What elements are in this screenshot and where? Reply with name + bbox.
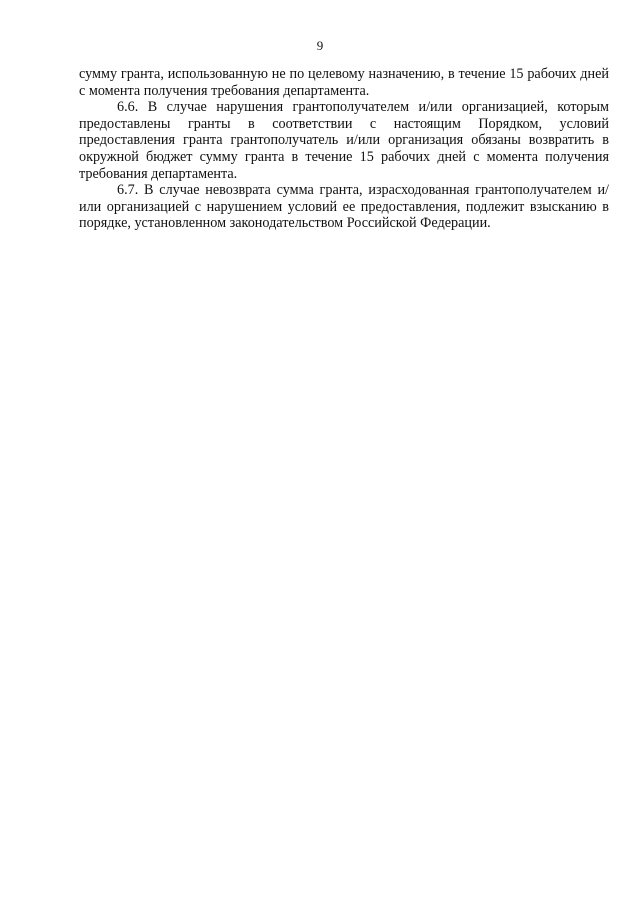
document-body xyxy=(79,66,609,232)
paragraph-6-6: 6.6. В случае нарушения грантополучателем и/или организацией, которым предоставлены гранты в соответствии с настоящим Порядком, условий предоставления гранта грантополучатель и/или организация обязаны возвратить в окружной бюджет сумму гранта в течение 15 рабочих дней с момента получения требования департамента. xyxy=(79,99,609,182)
page-number: 9 xyxy=(316,38,324,53)
paragraph-6-7: 6.7. В случае невозврата сумма гранта, израсходованная грантополучателем и/или организацией с нарушением условий ее предоставления, подлежит взысканию в порядке, установленном законодательством Российской Федерации. xyxy=(79,182,609,232)
paragraph-continuation: сумму гранта, использованную не по целевому назначению, в течение 15 рабочих дней с момента получения требования департамента. xyxy=(79,66,609,99)
